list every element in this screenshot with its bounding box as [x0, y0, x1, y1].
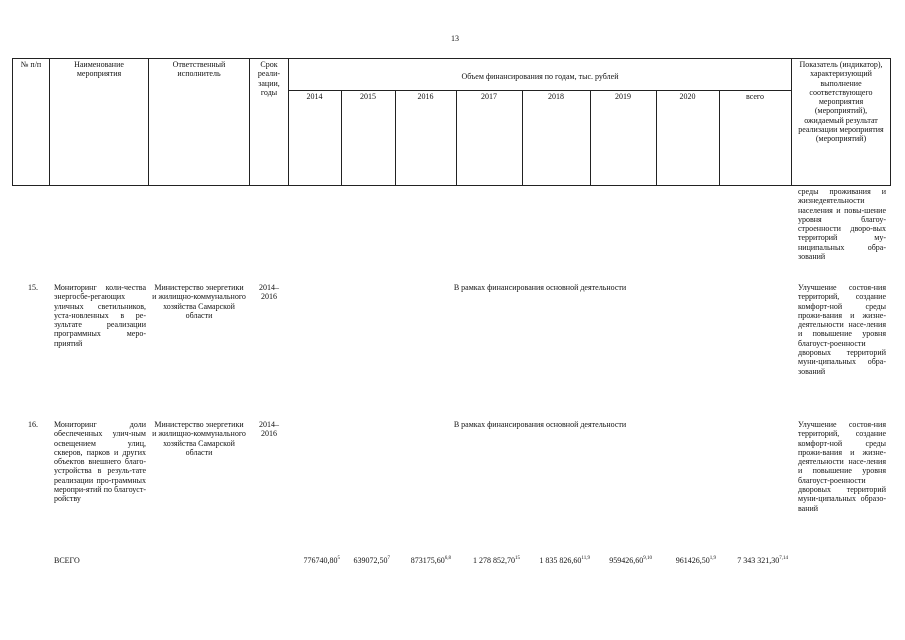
header-term: Срок реали-зации, годы [257, 60, 281, 97]
row-funding: В рамках финансирования основной деятельности [453, 283, 627, 292]
year-2014: 2014 [306, 92, 323, 101]
total-2015: 639072,50$^7$ [353, 556, 390, 565]
year-total: всего [745, 92, 764, 101]
header-name: Наименование мероприятия [74, 60, 124, 79]
row-name: Мониторинг коли-чества энергосбе-регающих уличных светильников, уста-новленных в ре-зультате реализации программных меро-приятий [54, 283, 146, 348]
row-term: 2014–2016 [259, 420, 279, 439]
year-2020: 2020 [679, 92, 696, 101]
year-2017: 2017 [481, 92, 497, 101]
total-2016: 873175,60$^{6,8}$ [410, 556, 451, 565]
row-executor: Министерство энергетики и жилищно-коммунального хозяйства Самарской области [152, 420, 246, 457]
total-2020: 961426,50$^{1,9}$ [675, 556, 716, 565]
year-2018: 2018 [548, 92, 564, 101]
row-indicator: Улучшение состоя-ния территорий, создание комфорт-ной среды прожи-вания и жизне-деятельности насе-ления и повышение уровня благоуст-роенности дворовых территорий муни-ципальных образо-ваний [798, 420, 886, 513]
row-name: Мониторинг доли обеспеченных улич-ным освещением улиц, скверов, парков и других объектов внешнего благо-устройства в резуль-тате реализации про-граммных меропри-ятий по благоуст-ройству [54, 420, 146, 504]
row-indicator: Улучшение состоя-ния территорий, создание комфорт-ной среды прожи-вания и жизне-деятельности насе-ления и повышение уровня благоуст-роенности дворовых территорий муни-ципальных обра-зований [798, 283, 886, 376]
header-indicator: Показатель (индикатор), характеризующий выполнение соответствующего мероприятия (мероприятий), ожидаемый результат реализации мероприятия (мероприятий) [798, 60, 884, 144]
row-num: 16. [28, 420, 38, 429]
header-funding-title: Объем финансирования по годам, тыс. рублей [461, 72, 619, 81]
row-funding: В рамках финансирования основной деятельности [453, 420, 627, 429]
row-num: 15. [28, 283, 38, 292]
total-label: ВСЕГО [54, 556, 80, 565]
total-all: 7 343 321,30$^{7,14}$ [737, 556, 788, 565]
total-2014: 776740,80$^5$ [303, 556, 340, 565]
row-executor: Министерство энергетики и жилищно-коммунального хозяйства Самарской области [152, 283, 246, 320]
year-2019: 2019 [615, 92, 631, 101]
header-num: № п/п [20, 60, 42, 69]
year-2016: 2016 [417, 92, 434, 101]
total-2018: 1 835 826,60$^{11,9}$ [539, 556, 590, 565]
row-term: 2014–2016 [259, 283, 279, 302]
header-executor: Ответственный исполнитель [172, 60, 226, 79]
total-2019: 959426,60$^{9,10}$ [609, 556, 652, 565]
carry-over-indicator: среды проживания и жизнедеятельности населения и повы-шение уровня благоу-строенности дворо-вых территорий му-ниципальных обра-зований [798, 187, 886, 262]
page-number: 13 [451, 34, 459, 43]
year-2015: 2015 [360, 92, 376, 101]
total-2017: 1 278 852,70$^{15}$ [473, 556, 520, 565]
